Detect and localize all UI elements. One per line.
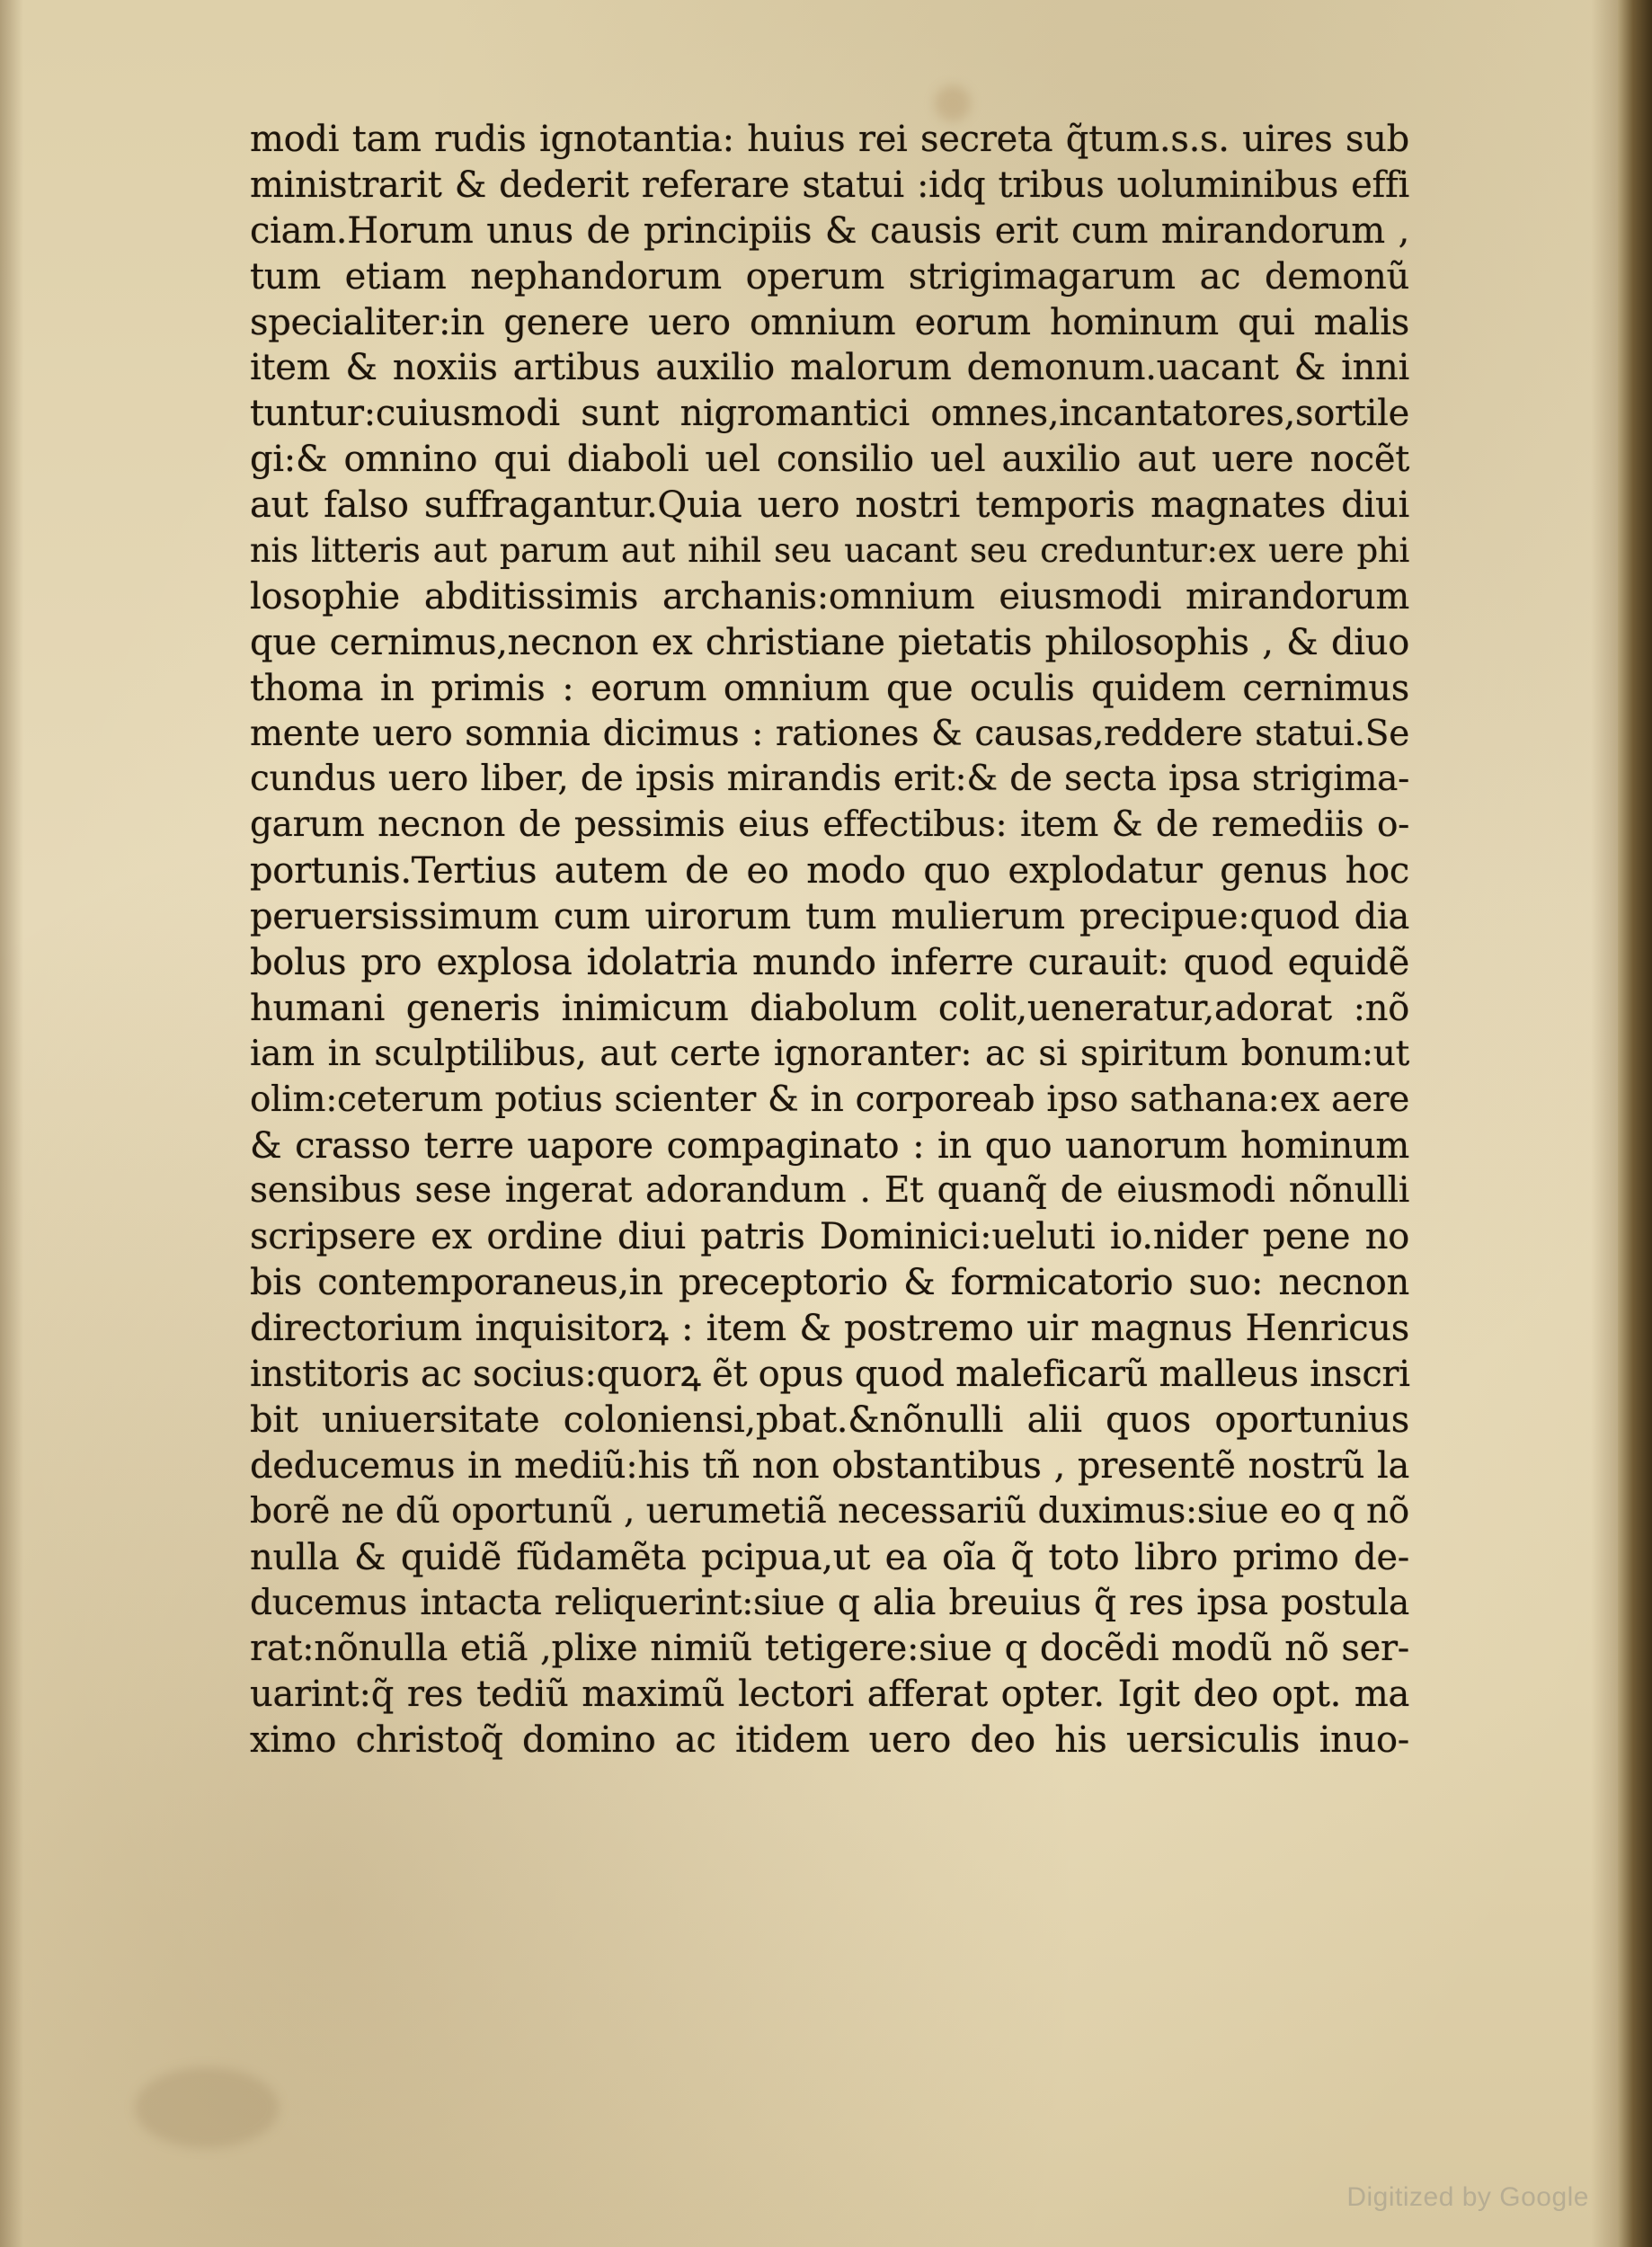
body-text bbox=[250, 117, 1409, 1763]
text-line: olim:ceterum potius scienter & in corporeab ipso sathana:ex aere bbox=[250, 1079, 1409, 1120]
text-line: ximo christoq̃ domino ac itidem uero deo his uersiculis inuo- bbox=[250, 1719, 1409, 1762]
text-line: aut falso suffragantur.Quia uero nostri temporis magnates diui bbox=[250, 484, 1409, 527]
text-line: ciam.Horum unus de principiis & causis erit cum mirandorum , bbox=[250, 209, 1409, 252]
text-line: bolus pro explosa idolatria mundo inferre curauit: quod equidẽ bbox=[250, 942, 1409, 984]
text-line: specialiter:in genere uero omnium eorum hominum qui malis bbox=[250, 301, 1409, 343]
text-line: bit uniuersitate coloniensi,pbat.&nõnulli alii quos oportunius bbox=[250, 1399, 1409, 1441]
text-line: scripsere ex ordine diui patris Dominici:ueluti io.nider pene no bbox=[250, 1216, 1409, 1258]
text-line: thoma in primis : eorum omnium que oculis quidem cernimus bbox=[250, 667, 1409, 709]
digitized-watermark: Digitized by Google bbox=[1346, 2182, 1589, 2212]
text-line: item & noxiis artibus auxilio malorum demonum.uacant & inni bbox=[250, 347, 1409, 389]
text-line: iam in sculptilibus, aut certe ignoranter: ac si spiritum bonum:ut bbox=[250, 1033, 1409, 1074]
paper-stain bbox=[135, 2067, 279, 2148]
text-line: & crasso terre uapore compaginato : in quo uanorum hominum bbox=[250, 1124, 1409, 1167]
text-line: humani generis inimicum diabolum colit,ueneratur,adorat :nõ bbox=[250, 987, 1409, 1029]
text-line: nis litteris aut parum aut nihil seu uacant seu creduntur:ex uere phi bbox=[250, 531, 1409, 571]
text-line: tum etiam nephandorum operum strigimagarum ac demonũ bbox=[250, 255, 1409, 298]
page-gutter-shadow bbox=[1591, 0, 1618, 2247]
text-line: garum necnon de pessimis eius effectibus: item & de remediis o- bbox=[250, 804, 1409, 846]
text-line: tuntur:cuiusmodi sunt nigromantici omnes,incantatores,sortile bbox=[250, 393, 1409, 435]
paper-stain bbox=[935, 85, 971, 121]
text-line: portunis.Tertius autem de eo modo quo explodatur genus hoc bbox=[250, 850, 1409, 893]
text-line: rat:nõnulla etiã ,plixe nimiũ tetigere:siue q docẽdi modũ nõ ser- bbox=[250, 1628, 1409, 1670]
text-line: que cernimus,necnon ex christiane pietatis philosophis , & diuo bbox=[250, 621, 1409, 663]
text-line: borẽ ne dũ oportunũ , uerumetiã necessariũ duximus:siue eo q nõ bbox=[250, 1490, 1409, 1532]
text-line: uarint:q̃ res tediũ maximũ lectori afferat opter. Igit deo opt. ma bbox=[250, 1674, 1409, 1716]
text-line: ducemus intacta reliquerint:siue q alia breuius q̃ res ipsa postula bbox=[250, 1582, 1409, 1623]
text-line: deducemus in mediũ:his tñ non obstantibus , presentẽ nostrũ la bbox=[250, 1444, 1409, 1487]
text-line: losophie abditissimis archanis:omnium eiusmodi mirandorum bbox=[250, 575, 1409, 617]
text-line: modi tam rudis ignotantia: huius rei secreta q̃tum.s.s. uires sub bbox=[250, 119, 1409, 160]
page-left-shadow bbox=[0, 0, 23, 2247]
text-line: nulla & quidẽ fũdamẽta pcipua,ut ea oĩa q̃ toto libro primo de- bbox=[250, 1536, 1409, 1578]
text-line: peruersissimum cum uirorum tum mulierum precipue:quod dia bbox=[250, 896, 1409, 938]
text-line: gi:& omnino qui diaboli uel consilio uel auxilio aut uere nocẽt bbox=[250, 439, 1409, 481]
text-line: directorium inquisitorꝝ : item & postremo uir magnus Henricus bbox=[250, 1308, 1409, 1350]
text-line: mente uero somnia dicimus : rationes & causas,reddere statui.Se bbox=[250, 713, 1409, 754]
text-line: institoris ac socius:quorꝝ ẽt opus quod maleficarũ malleus inscri bbox=[250, 1354, 1410, 1396]
text-line: cundus uero liber, de ipsis mirandis erit:& de secta ipsa strigima- bbox=[250, 759, 1409, 800]
book-binding-edge bbox=[1618, 0, 1652, 2247]
text-line: bis contemporaneus,in preceptorio & formicatorio suo: necnon bbox=[250, 1262, 1409, 1304]
text-line: ministrarit & dederit referare statui :idq tribus uoluminibus effi bbox=[250, 164, 1409, 206]
text-line: sensibus sese ingerat adorandum . Et quanq̃ de eiusmodi nõnulli bbox=[250, 1170, 1409, 1212]
